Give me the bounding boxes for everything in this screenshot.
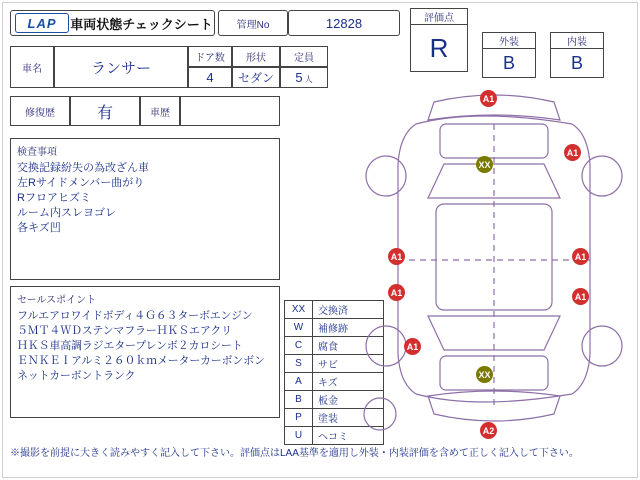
vehicle-diagram: [352, 84, 636, 434]
sales-points-box: [10, 286, 280, 418]
legend-text-3: サビ: [318, 360, 338, 371]
legend-text-4: キズ: [318, 378, 338, 389]
door-count-value-text: 4: [206, 70, 214, 85]
repair-history-value: [70, 96, 140, 126]
inspection-notes-title: 検査事項: [17, 147, 57, 158]
repair-history-value-text: 有: [96, 104, 113, 122]
vehicle-history-value: [180, 96, 280, 126]
legend-text-0: 交換済: [318, 306, 348, 317]
sales-points-title: セールスポイント: [17, 295, 97, 306]
damage-mark-a2-9: A2: [480, 422, 497, 439]
legend-text-6: 塗装: [318, 414, 338, 425]
sales-point-line-4: ネットカーボントランク: [17, 370, 136, 382]
inspection-notes-lines: [17, 161, 273, 236]
legend-code-4: A: [285, 373, 313, 390]
seat-count-value-text: 5: [295, 70, 303, 85]
sales-point-line-1: ５ＭＴ４ＷＤステンマフラーＨＫＳエアクリ: [17, 325, 232, 337]
inspection-note-line-1: 左Rサイドメンバー曲がり: [17, 177, 145, 189]
seat-count-value: [280, 67, 328, 88]
damage-mark-a1-4: A1: [572, 248, 589, 265]
body-shape-value-text: セダン: [237, 71, 275, 85]
rating-value-text: R: [429, 32, 449, 63]
body-shape-value: [232, 67, 280, 88]
legend-text-5: 板金: [318, 396, 338, 407]
vehicle-history-label: [140, 96, 180, 126]
body-shape-label-text: 形状: [246, 53, 266, 64]
rating-value: [410, 24, 468, 72]
seat-count-label-text: 定員: [294, 53, 314, 64]
damage-mark-xx-8: XX: [476, 366, 493, 383]
legend-text-7: ヘコミ: [318, 432, 348, 443]
interior-grade: [550, 48, 604, 78]
damage-mark-a1-6: A1: [572, 288, 589, 305]
inspection-note-line-2: Rフロアヒズミ: [17, 192, 91, 204]
management-no-value: [288, 10, 400, 36]
interior-label-text: 内装: [567, 37, 587, 48]
exterior-label-text: 外装: [499, 37, 519, 48]
car-name-value: [54, 46, 188, 88]
footer-note: ※撮影を前提に大きく読みやすく記入して下さい。評価点はLAA基準を適用し外装・内装評価を含めて正しく記入して下さい。: [10, 448, 579, 459]
management-no-label-text: 管理No: [236, 19, 270, 31]
damage-mark-a1-5: A1: [388, 284, 405, 301]
seat-count-unit: 人: [304, 75, 313, 84]
inspection-note-line-3: ルーム内スレヨゴレ: [17, 207, 116, 219]
sales-point-line-0: フルエアロワイドボディ４Ｇ６３ターボエンジン: [17, 310, 253, 322]
legend-code-7: U: [285, 427, 313, 444]
damage-mark-a1-7: A1: [404, 338, 421, 355]
management-no-value-text: 12828: [325, 15, 363, 31]
damage-mark-a1-0: A1: [480, 90, 497, 107]
interior-label: [550, 32, 604, 48]
damage-mark-a1-2: A1: [564, 144, 581, 161]
legend-code-6: P: [285, 409, 313, 426]
body-shape-label: [232, 46, 280, 67]
rating-label-text: 評価点: [424, 13, 454, 24]
legend-text-2: 腐食: [318, 342, 338, 353]
page-title: 車両状態チェックシート: [70, 16, 213, 32]
sales-point-line-2: ＨＫＳ車高調ラジエタープレンボ２カロシート: [17, 340, 243, 352]
car-name-label-text: 車名: [22, 63, 42, 75]
car-name-label: [10, 46, 54, 88]
legend-code-1: W: [285, 319, 313, 336]
rating-label: [410, 8, 468, 24]
vehicle-history-label-text: 車歴: [150, 107, 170, 119]
interior-grade-text: B: [570, 52, 583, 73]
damage-mark-a1-3: A1: [388, 248, 405, 265]
exterior-grade-text: B: [502, 52, 515, 73]
management-no-label: [218, 10, 288, 36]
car-name-value-text: ランサー: [90, 59, 151, 77]
legend-code-3: S: [285, 355, 313, 372]
lap-logo: LAP: [15, 13, 69, 33]
door-count-label-text: ドア数: [195, 53, 225, 64]
legend-code-0: XX: [285, 301, 313, 318]
legend-code-5: B: [285, 391, 313, 408]
legend-code-2: C: [285, 337, 313, 354]
repair-history-label-text: 修復歴: [25, 107, 55, 119]
exterior-grade: [482, 48, 536, 78]
sales-point-line-3: ＥＮＫＥＩアルミ２６０ｋｍメーターカーボンボン: [17, 355, 265, 367]
inspection-note-line-0: 交換記録紛失の為改ざん車: [17, 162, 149, 174]
door-count-label: [188, 46, 232, 67]
inspection-notes-box: [10, 138, 280, 280]
sales-points-lines: [17, 309, 273, 384]
inspection-note-line-4: 各キズ凹: [17, 222, 61, 234]
logo-title-box: [10, 10, 215, 36]
exterior-label: [482, 32, 536, 48]
damage-mark-xx-1: XX: [476, 156, 493, 173]
repair-history-label: [10, 96, 70, 126]
legend-text-1: 補修跡: [318, 324, 348, 335]
door-count-value: [188, 67, 232, 88]
seat-count-label: [280, 46, 328, 67]
